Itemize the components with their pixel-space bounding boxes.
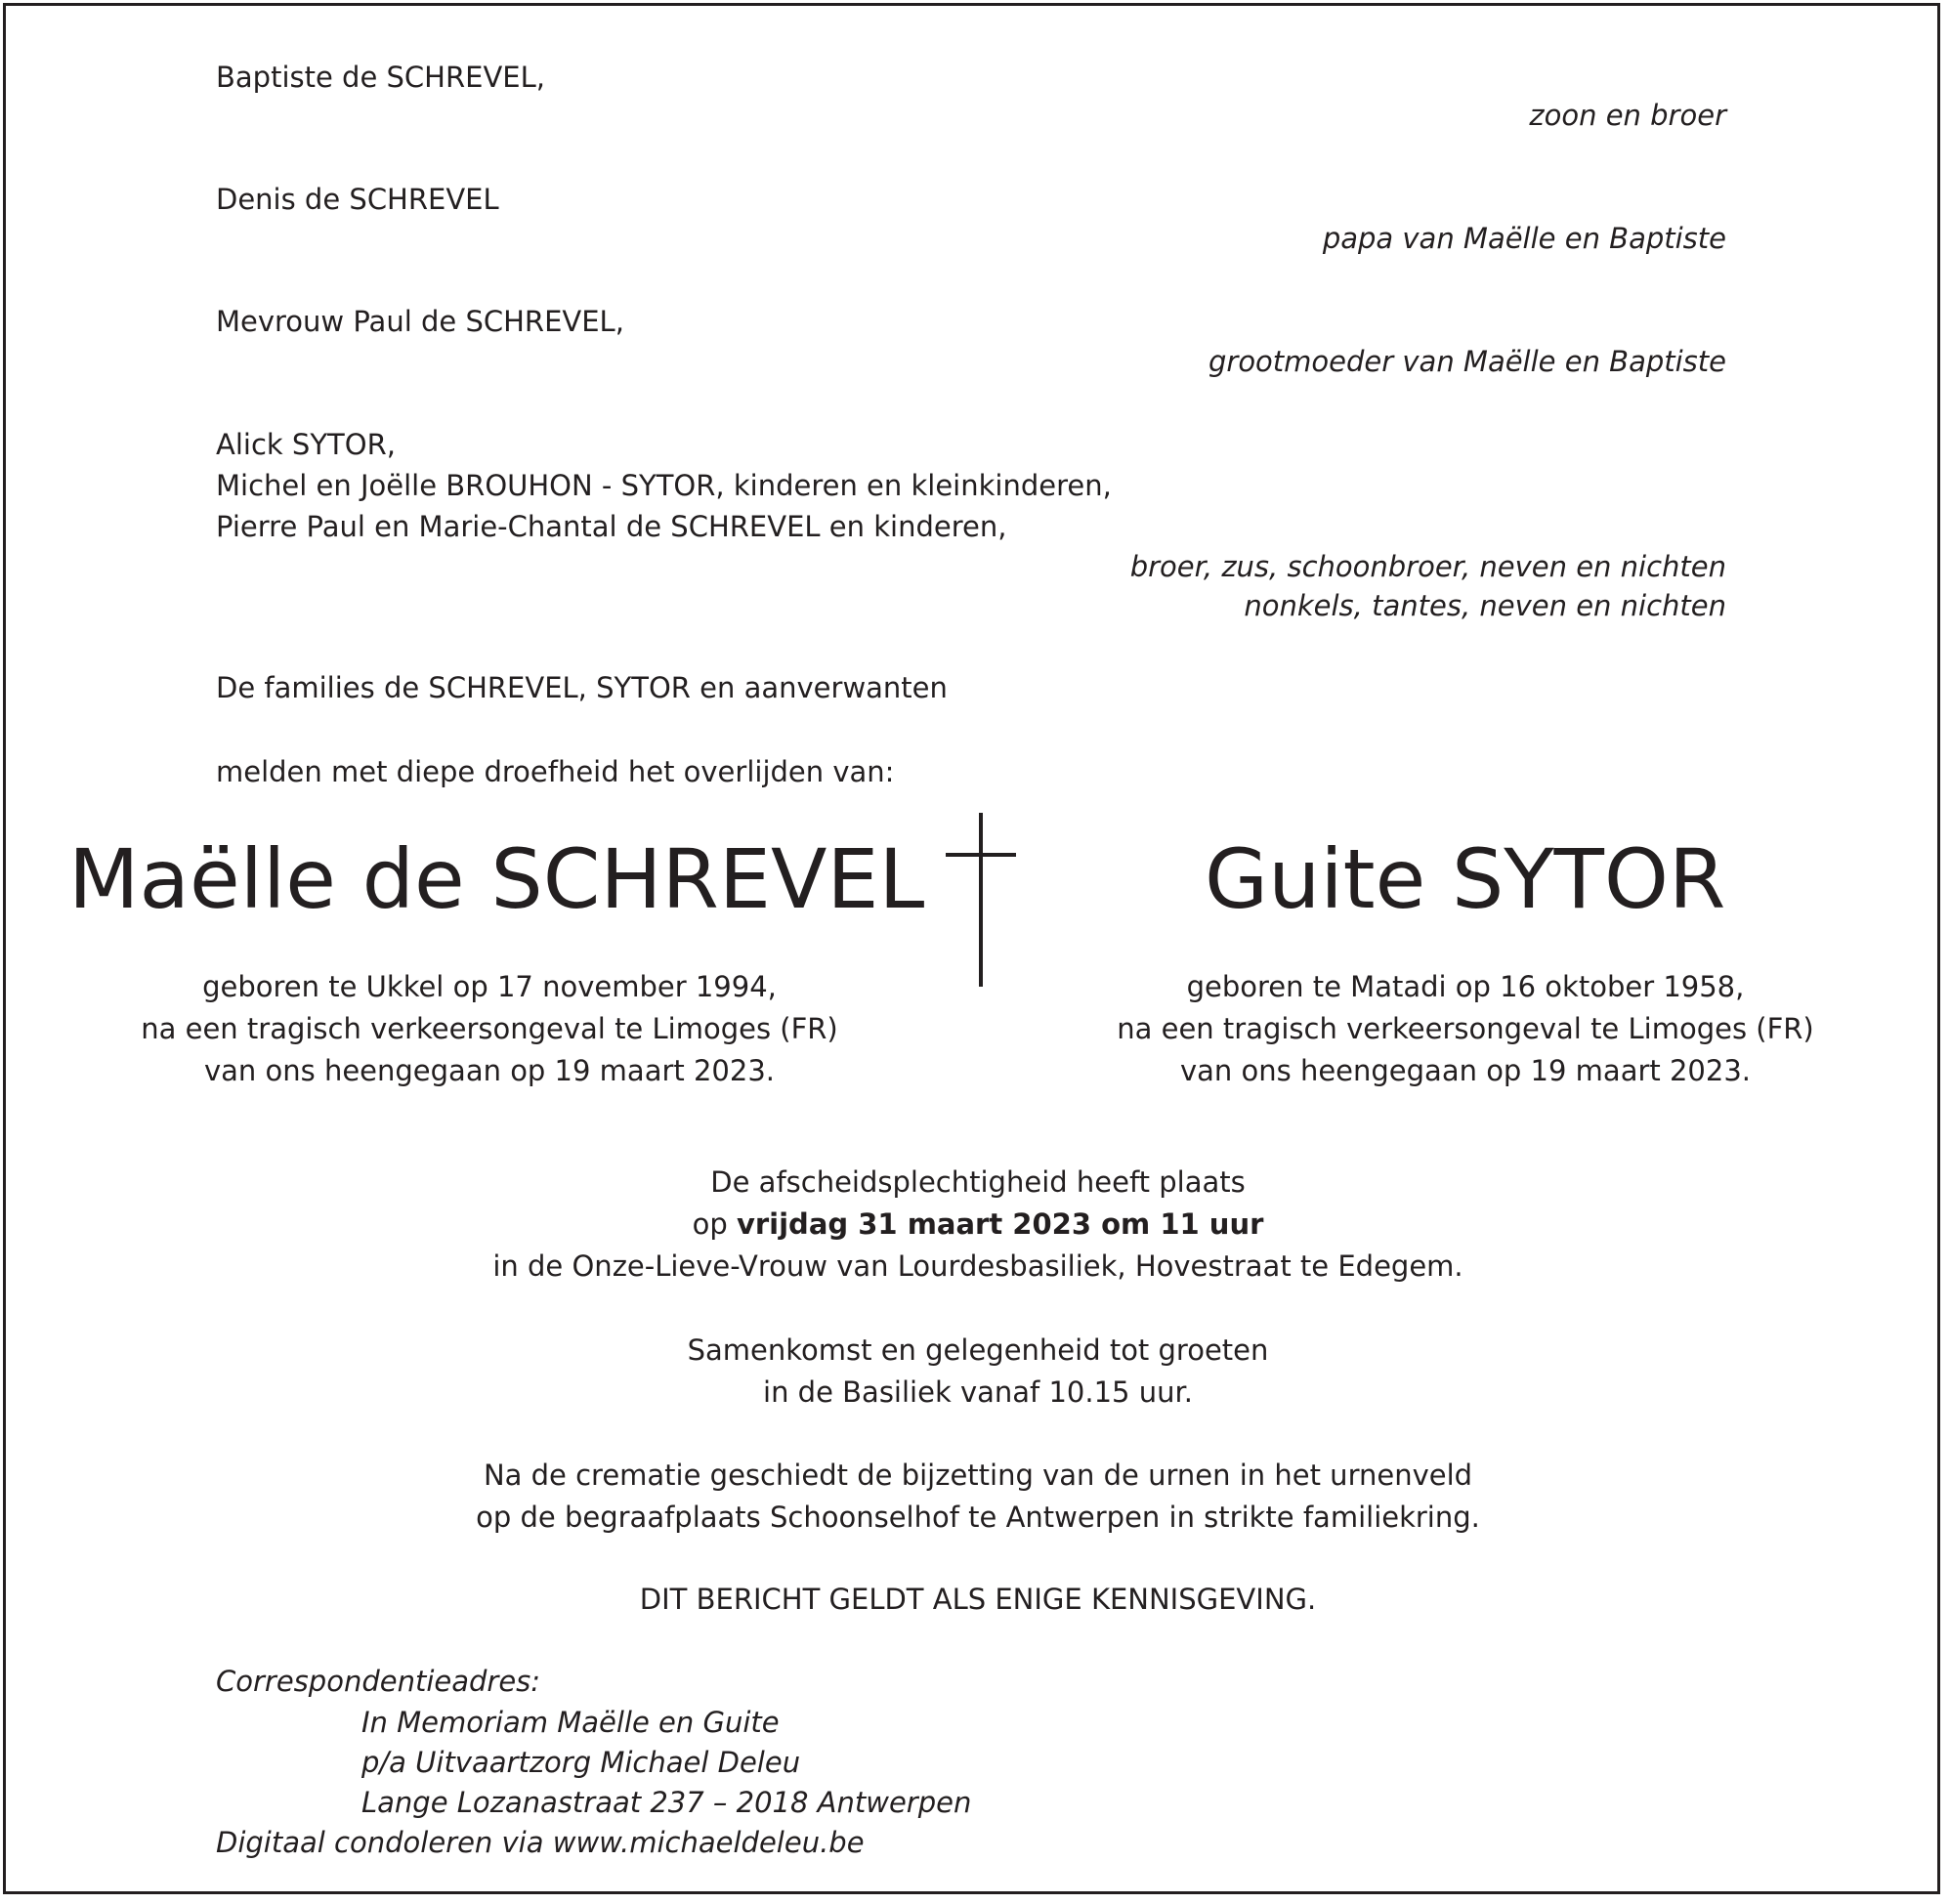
relative-line: Pierre Paul en Marie-Chantal de SCHREVEL en kinderen, (216, 510, 1007, 543)
families-line: De families de SCHREVEL, SYTOR en aanverwanten (216, 671, 948, 704)
ceremony-date-line (6, 1207, 1950, 1241)
grandmother-role: grootmoeder van Maëlle en Baptiste (1208, 345, 1726, 378)
correspondence-line: In Memoriam Maëlle en Guite (361, 1706, 780, 1739)
correspondence-line: p/a Uitvaartzorg Michael Deleu (361, 1746, 801, 1779)
father-name: Denis de SCHREVEL (216, 183, 499, 216)
deceased-name-guite: Guite SYTOR (1205, 831, 1726, 927)
announcement-line: melden met diepe droefheid het overlijden van: (216, 755, 895, 788)
relatives-role: broer, zus, schoonbroer, neven en nichten (1129, 550, 1726, 583)
guite-detail-line: van ons heengegaan op 19 maart 2023. (1179, 1054, 1752, 1087)
ceremony-date-prefix: op (692, 1207, 728, 1241)
deceased-name-maelle: Maëlle de SCHREVEL (68, 831, 925, 927)
son-role: zoon en broer (1529, 99, 1726, 132)
ceremony-location: in de Onze-Lieve-Vrouw van Lourdesbasiliek, Hovestraat te Edegem. (492, 1249, 1463, 1283)
notice-line: DIT BERICHT GELDT ALS ENIGE KENNISGEVING. (639, 1583, 1317, 1616)
ceremony-line: De afscheidsplechtigheid heeft plaats (710, 1165, 1246, 1199)
guite-detail-line: na een tragisch verkeersongeval te Limoges (FR) (1117, 1012, 1814, 1045)
relative-line: Alick SYTOR, (216, 428, 396, 461)
gathering-line: Samenkomst en gelegenheid tot groeten (687, 1333, 1269, 1367)
condolence-line: Digitaal condoleren via www.michaeldeleu.be (216, 1826, 865, 1859)
grandmother-name: Mevrouw Paul de SCHREVEL, (216, 305, 624, 338)
maelle-detail-line: van ons heengegaan op 19 maart 2023. (203, 1054, 776, 1087)
maelle-detail-line: geboren te Ukkel op 17 november 1994, (202, 970, 777, 1003)
guite-detail-line: geboren te Matadi op 16 oktober 1958, (1186, 970, 1745, 1003)
father-role: papa van Maëlle en Baptiste (1322, 222, 1726, 255)
obituary-notice (3, 3, 1940, 1894)
correspondence-line: Lange Lozanastraat 237 – 2018 Antwerpen (361, 1786, 972, 1819)
relatives-role: nonkels, tantes, neven en nichten (1244, 589, 1726, 622)
cremation-line: op de begraafplaats Schoonselhof te Antwerpen in strikte familiekring. (476, 1501, 1480, 1534)
son-name: Baptiste de SCHREVEL, (216, 61, 545, 94)
cremation-line: Na de crematie geschiedt de bijzetting van de urnen in het urnenveld (483, 1459, 1473, 1492)
maelle-detail-line: na een tragisch verkeersongeval te Limoges (FR) (141, 1012, 838, 1045)
correspondence-label: Correspondentieadres: (216, 1665, 541, 1698)
relative-line: Michel en Joëlle BROUHON - SYTOR, kinderen en kleinkinderen, (216, 469, 1112, 502)
ceremony-date: vrijdag 31 maart 2023 om 11 uur (736, 1207, 1264, 1241)
gathering-line: in de Basiliek vanaf 10.15 uur. (763, 1375, 1193, 1409)
